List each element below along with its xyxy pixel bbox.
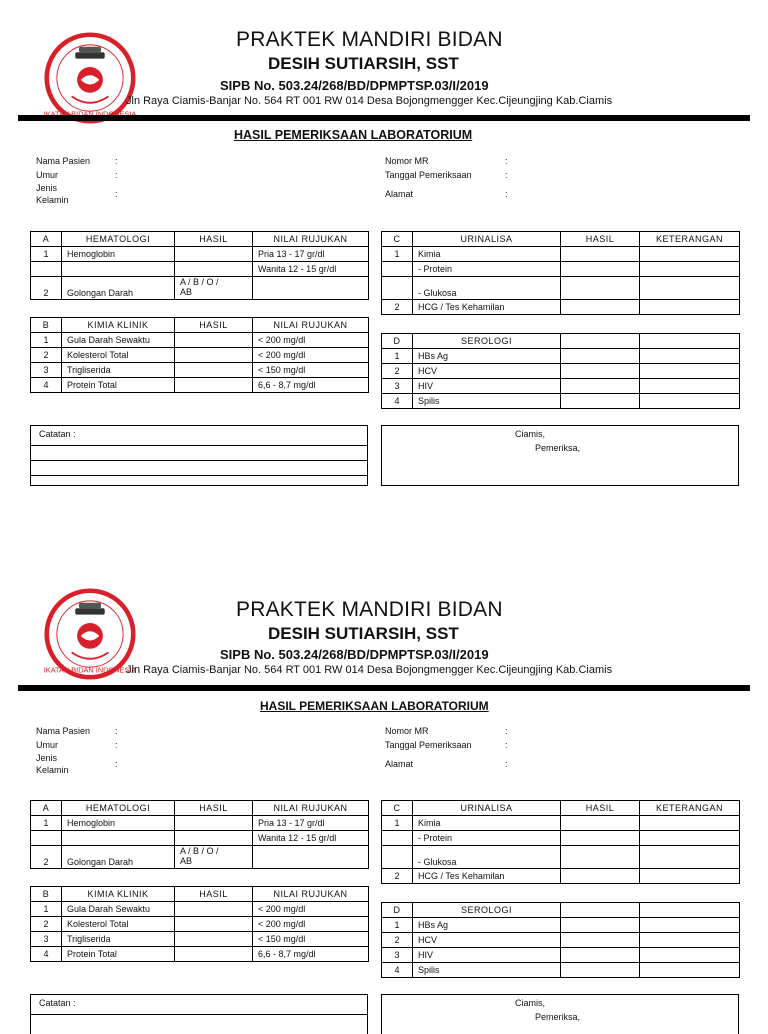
urinalisa-table [381,231,740,315]
colon: : [505,156,508,166]
label-jenis: Jenis [36,753,58,763]
sign-role: Pemeriksa, [535,1012,581,1022]
colon: : [115,156,118,166]
hemoglobin-result-2[interactable] [175,262,253,277]
golongan-darah-label: Golongan Darah [62,277,175,300]
table-header: B KIMIA KLINIK HASIL NILAI RUJUKAN [31,318,369,333]
midwife-name: DESIH SUTIARSIH, SST [268,54,459,73]
table-row: 1 Hemoglobin Pria 13 - 17 gr/dl [31,247,369,262]
col-hasil: HASIL [175,232,253,247]
label-nomor-mr: Nomor MR [385,726,429,736]
colon: : [505,726,508,736]
label-tanggal: Tanggal Pemeriksaan [385,740,472,750]
signature-box [381,994,739,1034]
table-row: 1 Kimia [382,247,740,262]
signature-box [381,425,739,486]
label-umur: Umur [36,740,58,750]
colon: : [115,759,118,769]
midwife-name: DESIH SUTIARSIH, SST [268,624,459,643]
sign-role: Pemeriksa, [535,443,581,453]
colon: : [115,170,118,180]
table-row: 2 Kolesterol Total < 200 mg/dl [31,348,369,363]
table-row: 4 Spilis [382,963,740,978]
table-row: - Protein [382,831,740,846]
colon: : [115,189,118,199]
hemoglobin-label: Hemoglobin [62,247,175,262]
ref-pria: Pria 13 - 17 gr/dl [253,247,369,262]
table-row: 2 HCV [382,933,740,948]
ibi-logo-icon [44,32,136,124]
form-title: HASIL PEMERIKSAAN LABORATORIUM [234,128,473,142]
table-header [31,232,369,247]
serologi-table [381,902,740,978]
table-row: 2 HCG / Tes Kehamilan [382,869,740,884]
hematologi-table [30,800,369,869]
hemoglobin-result[interactable] [175,247,253,262]
section-title: HEMATOLOGI [62,232,175,247]
golongan-darah-options[interactable]: A / B / O / AB [175,277,253,300]
table-row: 2 HCG / Tes Kehamilan [382,300,740,315]
table-header: B KIMIA KLINIK HASIL NILAI RUJUKAN [31,887,369,902]
table-row: 3 Trigliserida < 150 mg/dl [31,363,369,378]
colon: : [505,170,508,180]
table-row: 3 HIV [382,379,740,394]
catatan-label: Catatan : [39,998,76,1008]
table-row: 3 HIV [382,948,740,963]
header-rule [18,685,750,691]
table-row: 1 Gula Darah Sewaktu < 200 mg/dl [31,333,369,348]
sipb-number: SIPB No. 503.24/268/BD/DPMPTSP.03/I/2019 [220,78,489,93]
table-row: 3 Trigliserida < 150 mg/dl [31,932,369,947]
form-title: HASIL PEMERIKSAAN LABORATORIUM [260,699,489,713]
table-row: 1 HBs Ag [382,349,740,364]
practice-title: PRAKTEK MANDIRI BIDAN [236,28,503,51]
table-row: 2 Golongan Darah A / B / O / AB [31,277,369,300]
table-row: 2 Kolesterol Total < 200 mg/dl [31,917,369,932]
label-alamat: Alamat [385,759,414,769]
practice-title: PRAKTEK MANDIRI BIDAN [236,598,503,621]
label-kelamin: Kelamin [36,765,69,775]
hematologi-table [30,231,369,300]
table-header: C URINALISA HASIL KETERANGAN [382,801,740,816]
colon: : [505,740,508,750]
catatan-box[interactable] [30,994,368,1034]
table-row: 1 Hemoglobin Pria 13 - 17 gr/dl [31,816,369,831]
table-row: 2 HCV [382,364,740,379]
sipb-number: SIPB No. 503.24/268/BD/DPMPTSP.03/I/2019 [220,647,489,662]
table-row: 1 Gula Darah Sewaktu < 200 mg/dl [31,902,369,917]
table-row [31,262,369,277]
table-row: 2 Golongan Darah A / B / O / AB [31,846,369,869]
table-row: 1 HBs Ag [382,918,740,933]
table-header: A HEMATOLOGI HASIL NILAI RUJUKAN [31,801,369,816]
catatan-box[interactable] [30,425,368,486]
kimia-klinik-table [30,886,369,962]
colon: : [115,726,118,736]
logo-text: IKATAN BIDAN INDONESIA [44,665,136,675]
col-rujukan: NILAI RUJUKAN [253,232,369,247]
header-rule [18,115,750,121]
urinalisa-table [381,800,740,884]
label-alamat: Alamat [385,189,414,199]
colon: : [115,740,118,750]
table-row: - Glukosa [382,277,740,300]
label-kelamin: Kelamin [36,195,69,205]
table-header: D SEROLOGI [382,334,740,349]
section-code: A [31,232,62,247]
table-header: C URINALISA HASIL KETERANGAN [382,232,740,247]
table-header: D SEROLOGI [382,903,740,918]
address: Jln Raya Ciamis-Banjar No. 564 RT 001 RW 014 Desa Bojongmengger Kec.Cijeungjing Kab.Ciamis [126,664,613,676]
table-row: 4 Protein Total 6,6 - 8,7 mg/dl [31,947,369,962]
colon: : [505,189,508,199]
table-row: 1 Kimia [382,816,740,831]
kimia-klinik-table [30,317,369,393]
sign-place: Ciamis, [515,998,546,1008]
colon: : [505,759,508,769]
table-row: - Glukosa [382,846,740,869]
table-row: Wanita 12 - 15 gr/dl [31,831,369,846]
address: Jln Raya Ciamis-Banjar No. 564 RT 001 RW 014 Desa Bojongmengger Kec.Cijeungjing Kab.Ciamis [126,95,613,107]
sign-place: Ciamis, [515,429,546,439]
serologi-table [381,333,740,409]
catatan-label: Catatan : [39,429,76,439]
label-jenis: Jenis [36,183,58,193]
label-nama: Nama Pasien [36,156,91,166]
table-row: - Protein [382,262,740,277]
ref-wanita: Wanita 12 - 15 gr/dl [253,262,369,277]
label-tanggal: Tanggal Pemeriksaan [385,170,472,180]
label-nama: Nama Pasien [36,726,91,736]
label-nomor-mr: Nomor MR [385,156,429,166]
label-umur: Umur [36,170,58,180]
table-row: 4 Spilis [382,394,740,409]
table-row: 4 Protein Total 6,6 - 8,7 mg/dl [31,378,369,393]
ibi-logo-icon [44,588,136,680]
